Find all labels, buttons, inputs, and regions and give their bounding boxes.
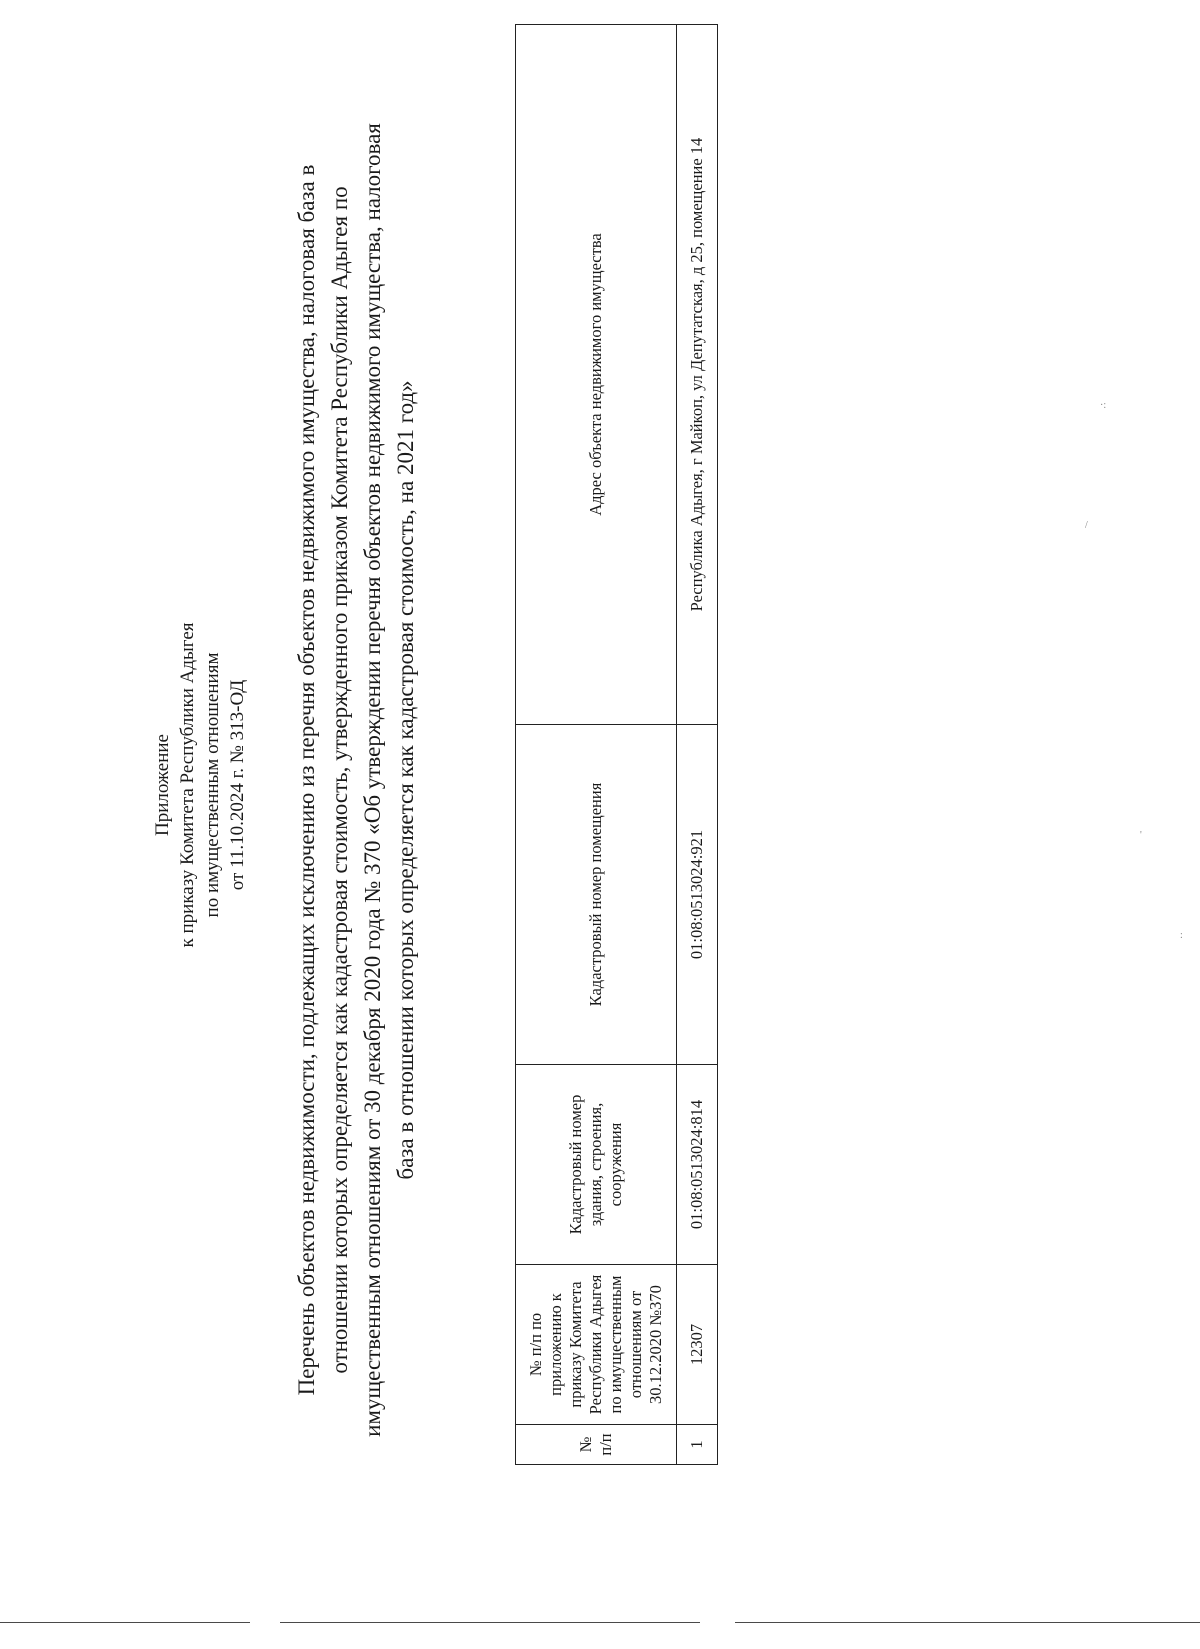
header-cell: Кадастровый номер помещения <box>516 725 677 1065</box>
row-number-cell: 1 <box>677 1425 718 1465</box>
appendix-number-cell: 12307 <box>677 1265 718 1425</box>
building-cadastral-cell: 01:08:0513024:814 <box>677 1065 718 1265</box>
scan-edge-line <box>0 1622 250 1623</box>
premises-cadastral-cell: 01:08:0513024:921 <box>677 725 718 1065</box>
header-cell: № п/п по приложению к приказу Комитета Республики Адыгея по имущественным отношениям от 30.12.2020 №370 <box>516 1265 677 1425</box>
scan-speck: / <box>1085 520 1088 531</box>
objects-table <box>515 24 718 1465</box>
address-cell: Республика Адыгея, г Майкоп, ул Депутатская, д 25, помещение 14 <box>677 25 718 725</box>
appendix-line: по имущественным отношениям <box>202 652 223 918</box>
table-header-row <box>516 25 677 1465</box>
document-title: Перечень объектов недвижимости, подлежащих исключению из перечня объектов недвижимого имущества, налоговая база в отношении которых определяется как кадастровая стоимость, утвержденного приказом Комитета Республики Адыгея по имущественным отношениям от 30 декабря 2020 года № 370 «Об утверждении перечня объектов недвижимого имущества, налоговая база в отношении которых определяется как кадастровая стоимость, на 2021 год» <box>294 123 418 1437</box>
header-cell: Кадастровый номер здания, строения, сооружения <box>516 1065 677 1265</box>
table-row <box>677 25 718 1465</box>
scan-speck: : <box>1180 930 1183 941</box>
appendix-header <box>150 525 250 1045</box>
appendix-line: от 11.10.2024 г. № 313-ОД <box>227 679 248 891</box>
scan-speck: ·: <box>1100 400 1107 411</box>
scan-edge-line <box>280 1622 700 1623</box>
header-cell: № п/п <box>516 1425 677 1465</box>
scan-edge-line <box>735 1622 1200 1623</box>
header-cell: Адрес объекта недвижимого имущества <box>516 25 677 725</box>
scan-speck: ' <box>1140 830 1142 841</box>
rotated-document-page <box>55 55 715 1515</box>
appendix-line: Приложение <box>152 734 173 836</box>
appendix-line: к приказу Комитета Республики Адыгея <box>177 622 198 948</box>
